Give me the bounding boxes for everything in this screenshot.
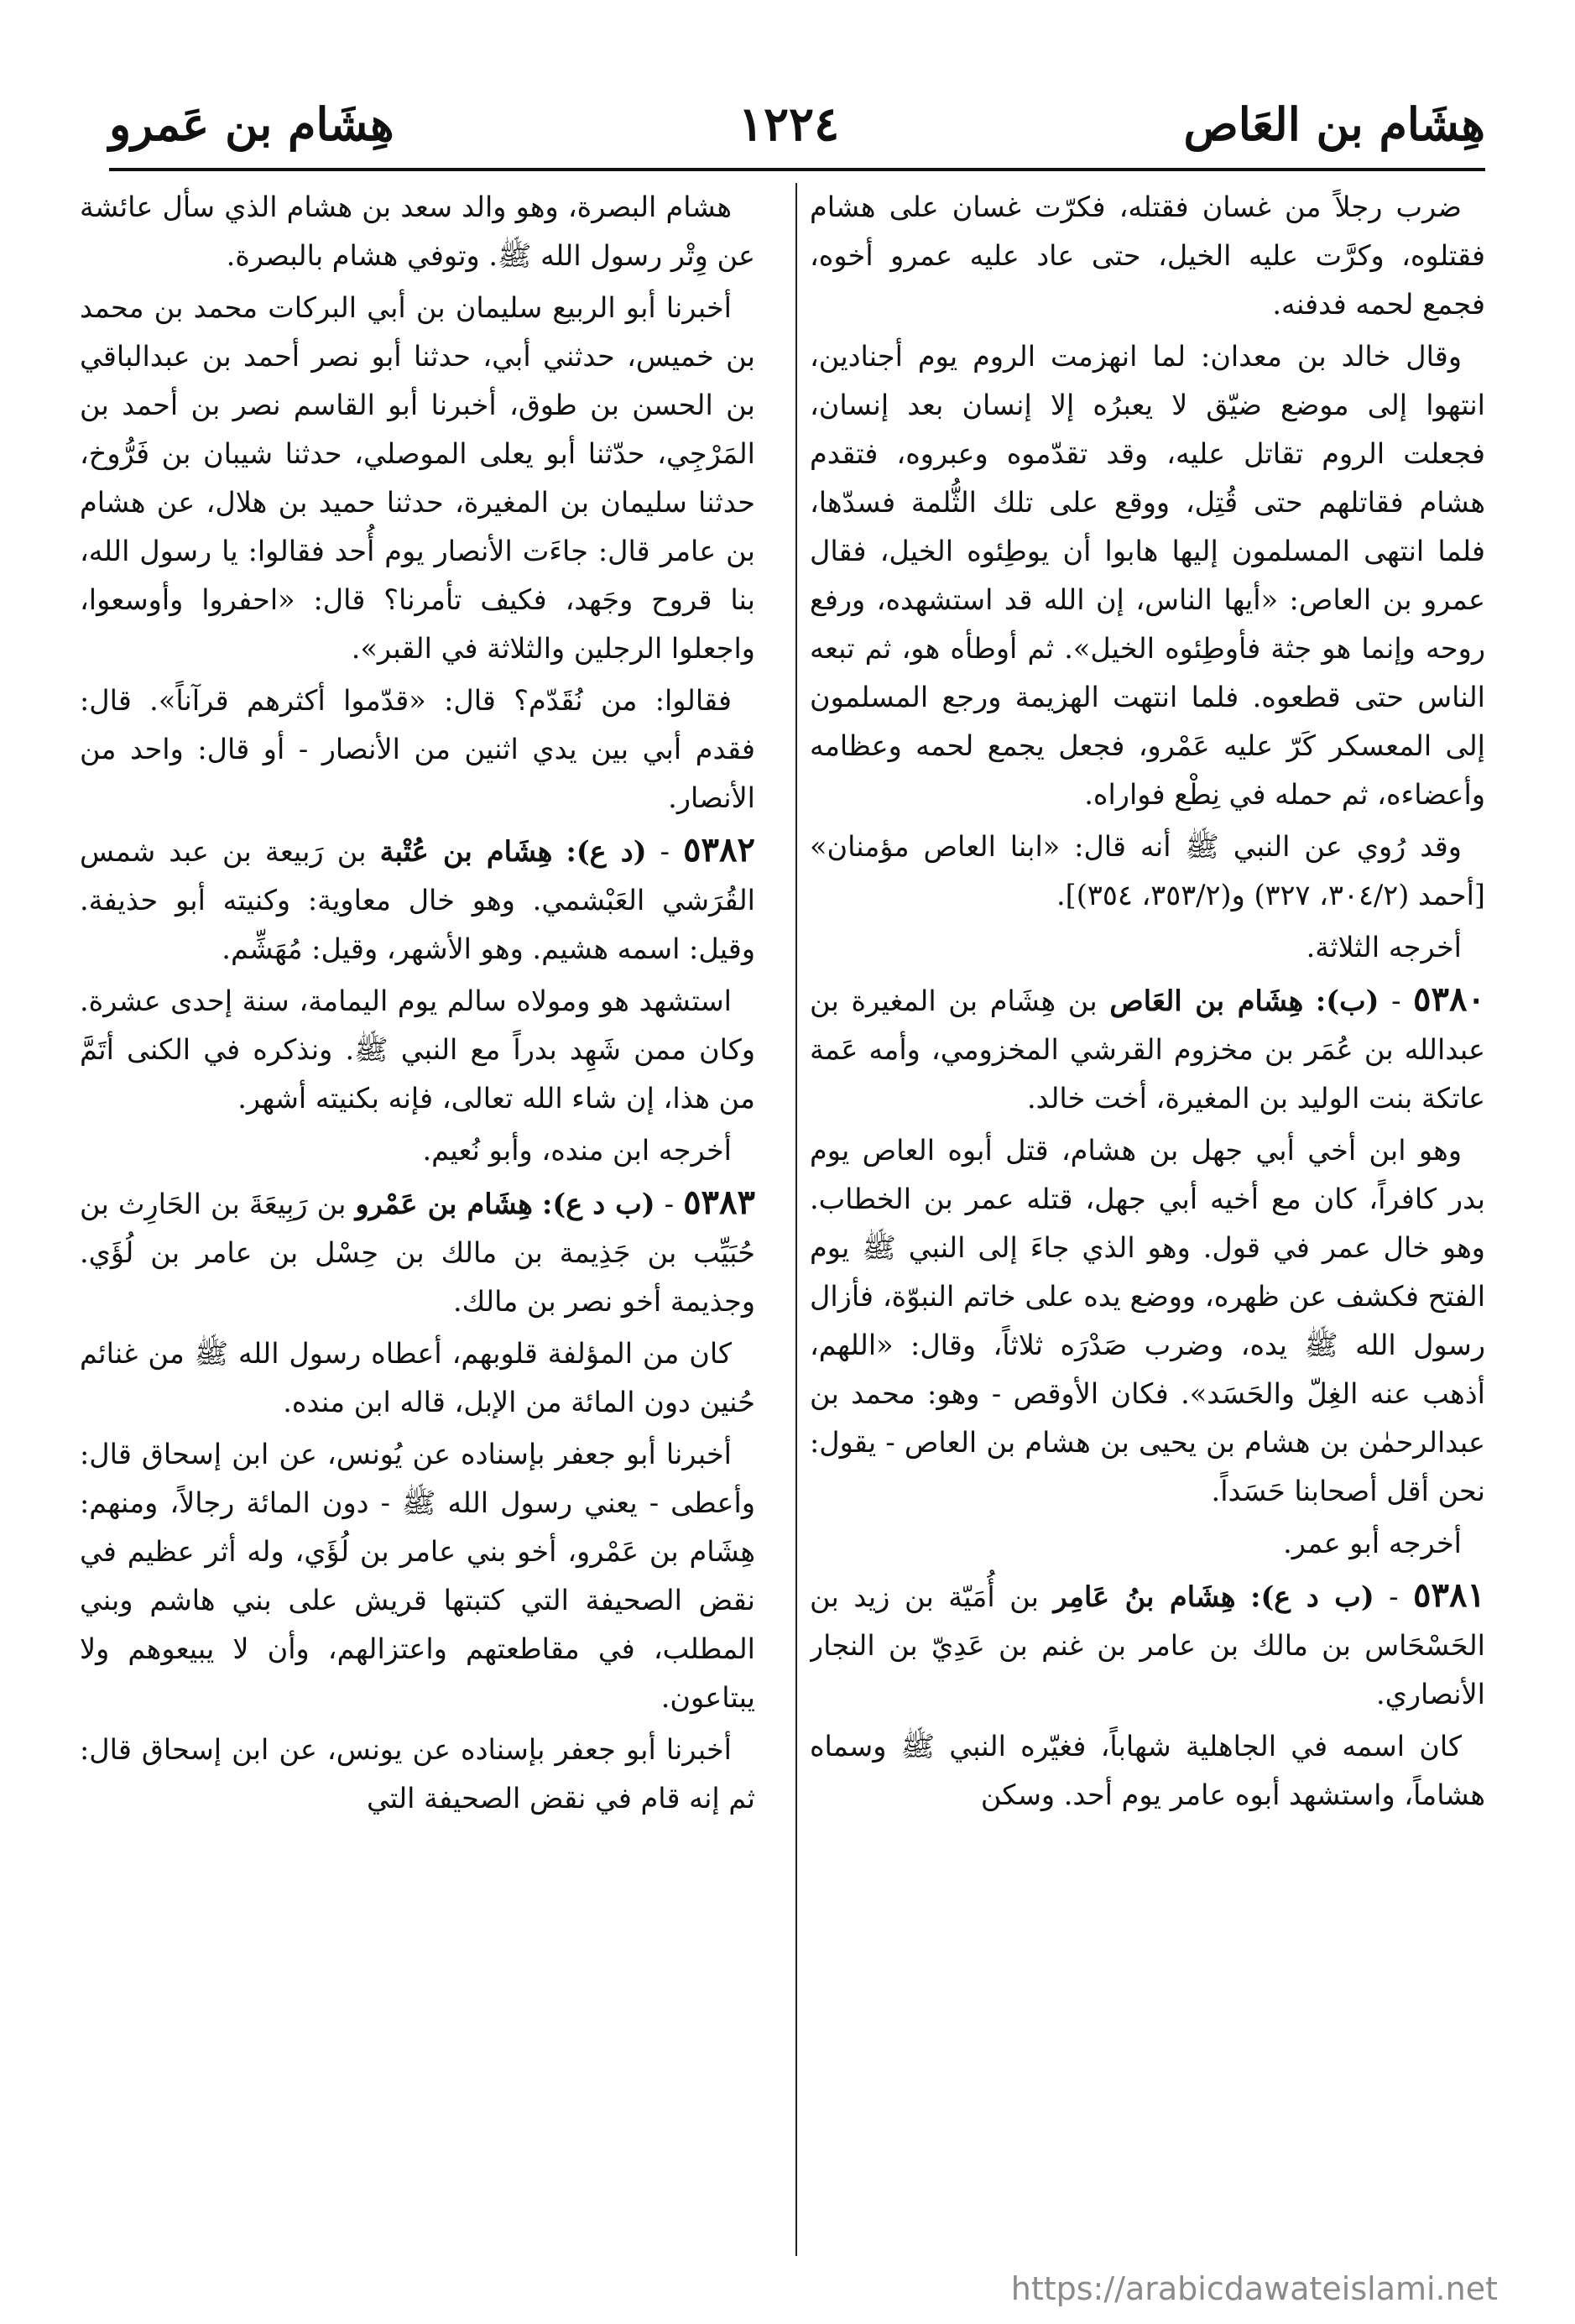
- text-paragraph: هشام البصرة، وهو والد سعد بن هشام الذي سأل عائشة عن وِتْر رسول الله ﷺ. وتوفي هشام بالبصرة.: [80, 191, 755, 272]
- entry-paragraph: ٥٣٨٢ - (د ع): هِشَام بن عُتْبة بن رَبيعة بن عبد شمس القُرَشي العَبْشمي. وهو خال معاوية: وكنيته أبو حذيفة. وقيل: اسمه هشيم. وهو الأشهر، وقيل: مُهَشِّم.: [80, 830, 755, 965]
- text-paragraph: فقالوا: من نُقَدّم؟ قال: «قدّموا أكثرهم قرآناً». قال: فقدم أبي بين يدي اثنين من الأنصار - أو قال: واحد من الأنصار.: [80, 684, 755, 814]
- running-title-left: هِشَام بن عَمرو: [109, 97, 394, 151]
- text-paragraph: أخبرنا أبو الربيع سليمان بن أبي البركات محمد بن محمد بن خميس، حدثني أبي، حدثنا أبو نصر أحمد بن عبدالباقي بن الحسن بن طوق، أخبرنا أبو القاسم نصر بن أحمد بن المَرْجِي، حدّثنا أبو يعلى الموصلي، حدثنا شيبان بن فَرُّوخ، حدثنا سليمان بن المغيرة، حدثنا حميد بن هلال، عن هشام بن عامر قال: جاءَت الأنصار يوم أُحد فقالوا: يا رسول الله، بنا قروح وجَهد، فكيف تأمرنا؟ قال: «احفروا وأوسعوا، واجعلوا الرجلين والثلاثة في القبر».: [80, 291, 755, 665]
- entry-paragraph: ٥٣٨٣ - (ب د ع): هِشَام بن عَمْرو بن رَبِيعَةَ بن الحَارِث بن حُبَيِّب بن جَذِيمة بن مالك بن حِسْل بن عامر بن لُؤَي. وجذيمة أخو نصر بن مالك.: [80, 1183, 755, 1318]
- text-paragraph: أخرجه ابن منده، وأبو نُعيم.: [422, 1134, 732, 1167]
- column-separator: [795, 183, 797, 2256]
- source-codes: (د ع):: [566, 835, 647, 868]
- text-paragraph: كان من المؤلفة قلوبهم، أعطاه رسول الله ﷺ من غنائم حُنين دون المائة من الإبل، قاله ابن منده.: [80, 1337, 755, 1418]
- text-paragraph: أخرجه الثلاثة.: [1306, 931, 1462, 964]
- entry-name: هِشَام بن العَاص: [1109, 984, 1304, 1017]
- entry-number: ٥٣٨٣: [683, 1183, 755, 1222]
- source-codes: (ب د ع):: [1250, 1580, 1374, 1613]
- entry-paragraph: ٥٣٨١ - (ب د ع): هِشَام بنُ عَامِر بن أُمَيّة بن زيد بن الحَسْحَاس بن مالك بن عامر بن غنم بن عَدِيّ بن النجار الأنصاري.: [810, 1575, 1485, 1710]
- entry-number: ٥٣٨٠: [1413, 979, 1485, 1019]
- left-text-column: [80, 183, 755, 2256]
- source-codes: (ب):: [1315, 984, 1379, 1017]
- header-rule: [109, 168, 1485, 171]
- entry-text: بن أُمَيّة بن زيد بن الحَسْحَاس بن مالك بن عامر بن غنم بن عَدِيّ بن النجار الأنصاري.: [810, 1580, 1485, 1710]
- entry-name: هِشَام بنُ عَامِر: [1053, 1580, 1236, 1613]
- running-title-right: هِشَام بن العَاص: [1183, 97, 1485, 151]
- text-paragraph: وهو ابن أخي أبي جهل بن هشام، قتل أبوه العاص يوم بدر كافراً، كان مع أخيه أبي جهل، قتله عمر بن الخطاب. وهو خال عمر في قول. وهو الذي جاءَ إلى النبي ﷺ يوم الفتح فكشف عن ظهره، ووضع يده على خاتم النبوّة، فأزال رسول الله ﷺ يده، وضرب صَدْرَه ثلاثاً، وقال: «اللهم، أذهب عنه الغِلّ والحَسَد». فكان الأوقص - وهو: محمد بن عبدالرحمٰن بن هشام بن يحيى بن هشام بن العاص - يقول: نحن أقل أصحابنا حَسَداً.: [810, 1134, 1485, 1507]
- text-paragraph: استشهد هو ومولاه سالم يوم اليمامة، سنة إحدى عشرة. وكان ممن شَهِد بدراً مع النبي ﷺ. ونذكره في الكنى أتَمَّ من هذا، إن شاء الله تعالى، فإنه بكنيته أشهر.: [80, 984, 755, 1115]
- text-paragraph: أخبرنا أبو جعفر بإسناده عن يُونس، عن ابن إسحاق قال: وأعطى - يعني رسول الله ﷺ - دون المائة رجالاً، ومنهم: هِشَام بن عَمْرو، أخو بني عامر بن لُؤَي، وله أثر عظيم في نقض الصحيفة التي كتبتها قريش على بني هاشم وبني المطلب، في مقاطعتهم واعتزالهم، وأن لا يبيعوهم ولا يبتاعون.: [80, 1438, 755, 1714]
- text-paragraph: وقال خالد بن معدان: لما انهزمت الروم يوم أجنادين، انتهوا إلى موضع ضيّق لا يعبرُه إلا إنسان بعد إنسان، فجعلت الروم تقاتل عليه، وقد تقدّموه وعبروه، فتقدم هشام فقاتلهم حتى قُتِل، ووقع على تلك الثُّلمة فسدّها، فلما انتهى المسلمون إليها هابوا أن يوطِئوه الخيل، فقال عمرو بن العاص: «أيها الناس، إن الله قد استشهده، ورفع روحه وإنما هو جثة فأوطِئوه الخيل». ثم أوطأه هو، ثم تبعه الناس حتى قطعوه. فلما انتهت الهزيمة ورجع المسلمون إلى المعسكر كَرّ عليه عَمْرو، فجعل يجمع لحمه وعظامه وأعضاءه، ثم حمله في نِطْع فواراه.: [810, 340, 1485, 811]
- source-codes: (ب د ع):: [542, 1188, 655, 1220]
- page-header: [109, 84, 1485, 164]
- entry-text: بن هِشَام بن المغيرة بن عبدالله بن عُمَر بن مخزوم القرشي المخزومي، وأمه عَمة عاتكة بنت الوليد بن المغيرة، أخت خالد.: [810, 984, 1485, 1115]
- page-number: ١٢٢٤: [738, 96, 840, 152]
- text-paragraph: ضرب رجلاً من غسان فقتله، فكرّت غسان على هشام فقتلوه، وكرَّت عليه الخيل، حتى عاد عليه عمرو أخوه، فجمع لحمه فدفنه.: [810, 191, 1485, 321]
- site-watermark: https://arabicdawateislami.net: [1010, 2270, 1498, 2307]
- entry-number: ٥٣٨٢: [683, 830, 755, 870]
- text-paragraph: أخبرنا أبو جعفر بإسناده عن يونس، عن ابن إسحاق قال: ثم إنه قام في نقض الصحيفة التي: [80, 1733, 755, 1815]
- entry-number: ٥٣٨١: [1413, 1575, 1485, 1615]
- text-paragraph: وقد رُوي عن النبي ﷺ أنه قال: «ابنا العاص مؤمنان» [أحمد (٣٠٤/٢، ٣٢٧) و(٣٥٣/٢، ٣٥٤)].: [810, 830, 1485, 911]
- entry-text: بن رَبِيعَةَ بن الحَارِث بن حُبَيِّب بن جَذِيمة بن مالك بن حِسْل بن عامر بن لُؤَي. وجذيمة أخو نصر بن مالك.: [80, 1188, 755, 1318]
- entry-text: بن رَبيعة بن عبد شمس القُرَشي العَبْشمي. وهو خال معاوية: وكنيته أبو حذيفة. وقيل: اسمه هشيم. وهو الأشهر، وقيل: مُهَشِّم.: [80, 835, 755, 965]
- entry-name: هِشَام بن عُتْبة: [379, 835, 553, 868]
- text-paragraph: كان اسمه في الجاهلية شهاباً، فغيّره النبي ﷺ وسماه هشاماً، واستشهد أبوه عامر يوم أحد. وسكن: [810, 1730, 1485, 1811]
- entry-name: هِشَام بن عَمْرو: [355, 1188, 533, 1220]
- text-paragraph: أخرجه أبو عمر.: [1283, 1527, 1462, 1559]
- entry-paragraph: ٥٣٨٠ - (ب): هِشَام بن العَاص بن هِشَام بن المغيرة بن عبدالله بن عُمَر بن مخزوم القرشي المخزومي، وأمه عَمة عاتكة بنت الوليد بن المغيرة، أخت خالد.: [810, 979, 1485, 1115]
- right-text-column: [810, 183, 1485, 2256]
